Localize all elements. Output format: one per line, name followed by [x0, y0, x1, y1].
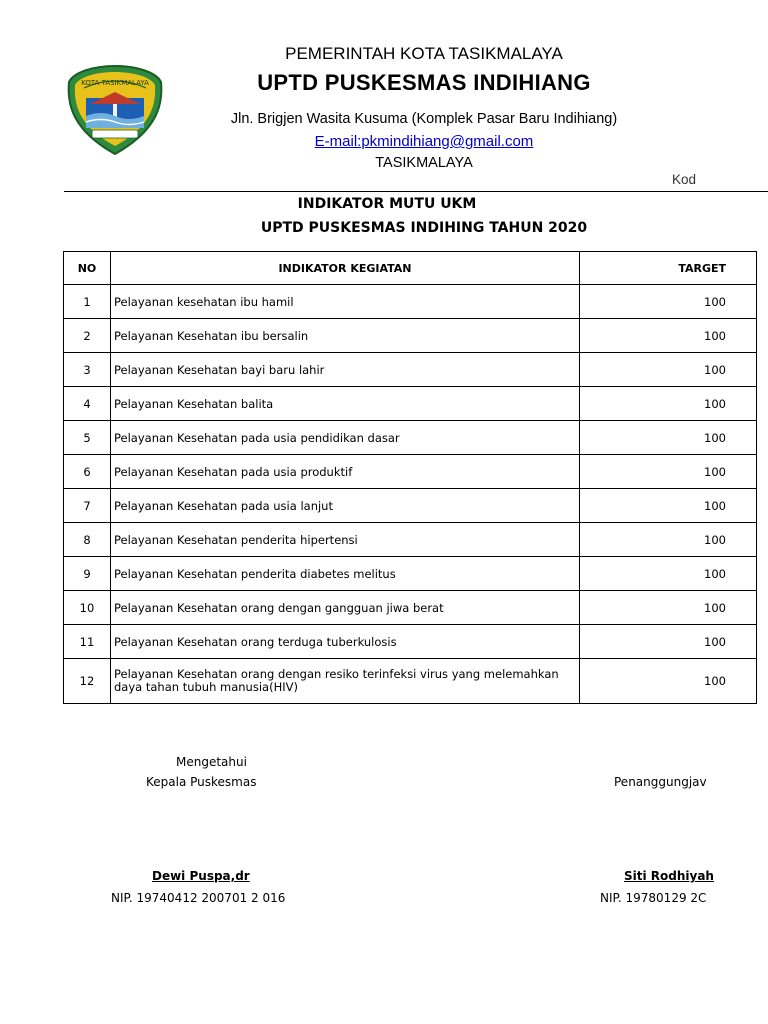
table-row — [64, 319, 757, 353]
row-number: 12 — [64, 659, 111, 704]
row-number: 7 — [64, 489, 111, 523]
column-header-no: NO — [64, 252, 111, 285]
row-number: 1 — [64, 285, 111, 319]
address: Jln. Brigjen Wasita Kusuma (Komplek Pasar Baru Indihiang) — [230, 111, 618, 127]
row-number: 5 — [64, 421, 111, 455]
email-link[interactable]: E-mail:pkmindihiang@gmail.com — [314, 133, 534, 150]
row-indicator: Pelayanan Kesehatan pada usia pendidikan dasar — [111, 421, 580, 455]
row-target: 100 — [580, 625, 757, 659]
table-row — [64, 591, 757, 625]
organization-name: UPTD PUSKESMAS INDIHIANG — [257, 70, 591, 95]
row-target: 100 — [580, 659, 757, 704]
table-header-row — [64, 252, 757, 285]
table-row — [64, 523, 757, 557]
government-name: PEMERINTAH KOTA TASIKMALAYA — [285, 44, 563, 63]
row-target: 100 — [580, 591, 757, 625]
table-row — [64, 353, 757, 387]
table-row — [64, 659, 757, 704]
row-number: 10 — [64, 591, 111, 625]
row-target: 100 — [580, 285, 757, 319]
row-indicator: Pelayanan kesehatan ibu hamil — [111, 285, 580, 319]
row-indicator: Pelayanan Kesehatan orang dengan resiko terinfeksi virus yang melemahkan daya tahan tubuh manusia(HIV) — [111, 659, 580, 704]
row-target: 100 — [580, 319, 757, 353]
svg-text:KOTA TASIKMALAYA: KOTA TASIKMALAYA — [81, 79, 149, 87]
left-signer-nip: NIP. 19740412 200701 2 016 — [111, 891, 286, 905]
code-label: Kod — [672, 172, 697, 187]
left-signer-name: Dewi Puspa,dr — [152, 869, 250, 883]
left-signer-role: Kepala Puskesmas — [146, 775, 257, 789]
row-target: 100 — [580, 387, 757, 421]
row-indicator: Pelayanan Kesehatan penderita hipertensi — [111, 523, 580, 557]
column-header-target: TARGET — [580, 252, 757, 285]
row-indicator: Pelayanan Kesehatan bayi baru lahir — [111, 353, 580, 387]
row-indicator: Pelayanan Kesehatan ibu bersalin — [111, 319, 580, 353]
row-target: 100 — [580, 455, 757, 489]
table-row — [64, 557, 757, 591]
table-row — [64, 387, 757, 421]
row-indicator: Pelayanan Kesehatan penderita diabetes melitus — [111, 557, 580, 591]
row-number: 3 — [64, 353, 111, 387]
indicator-table — [63, 251, 757, 704]
document-title: INDIKATOR MUTU UKM — [297, 196, 477, 212]
table-row — [64, 455, 757, 489]
row-indicator: Pelayanan Kesehatan pada usia lanjut — [111, 489, 580, 523]
row-indicator: Pelayanan Kesehatan pada usia produktif — [111, 455, 580, 489]
table-row — [64, 285, 757, 319]
right-signer-role: Penanggungjav — [614, 775, 707, 789]
row-indicator: Pelayanan Kesehatan orang dengan gangguan jiwa berat — [111, 591, 580, 625]
row-indicator: Pelayanan Kesehatan balita — [111, 387, 580, 421]
acknowledge-label: Mengetahui — [176, 755, 247, 769]
right-signer-name: Siti Rodhiyah — [624, 869, 714, 883]
column-header-indicator: INDIKATOR KEGIATAN — [111, 252, 580, 285]
row-number: 4 — [64, 387, 111, 421]
row-target: 100 — [580, 523, 757, 557]
table-row — [64, 489, 757, 523]
right-signer-nip: NIP. 19780129 2C — [600, 891, 707, 905]
row-target: 100 — [580, 421, 757, 455]
row-number: 2 — [64, 319, 111, 353]
city-name: TASIKMALAYA — [375, 155, 473, 171]
row-number: 6 — [64, 455, 111, 489]
row-target: 100 — [580, 557, 757, 591]
row-number: 11 — [64, 625, 111, 659]
row-number: 9 — [64, 557, 111, 591]
document-subtitle: UPTD PUSKESMAS INDIHING TAHUN 2020 — [260, 220, 588, 236]
row-target: 100 — [580, 353, 757, 387]
table-row — [64, 421, 757, 455]
table-row — [64, 625, 757, 659]
row-target: 100 — [580, 489, 757, 523]
letterhead-divider — [64, 191, 768, 192]
row-indicator: Pelayanan Kesehatan orang terduga tuberkulosis — [111, 625, 580, 659]
row-number: 8 — [64, 523, 111, 557]
